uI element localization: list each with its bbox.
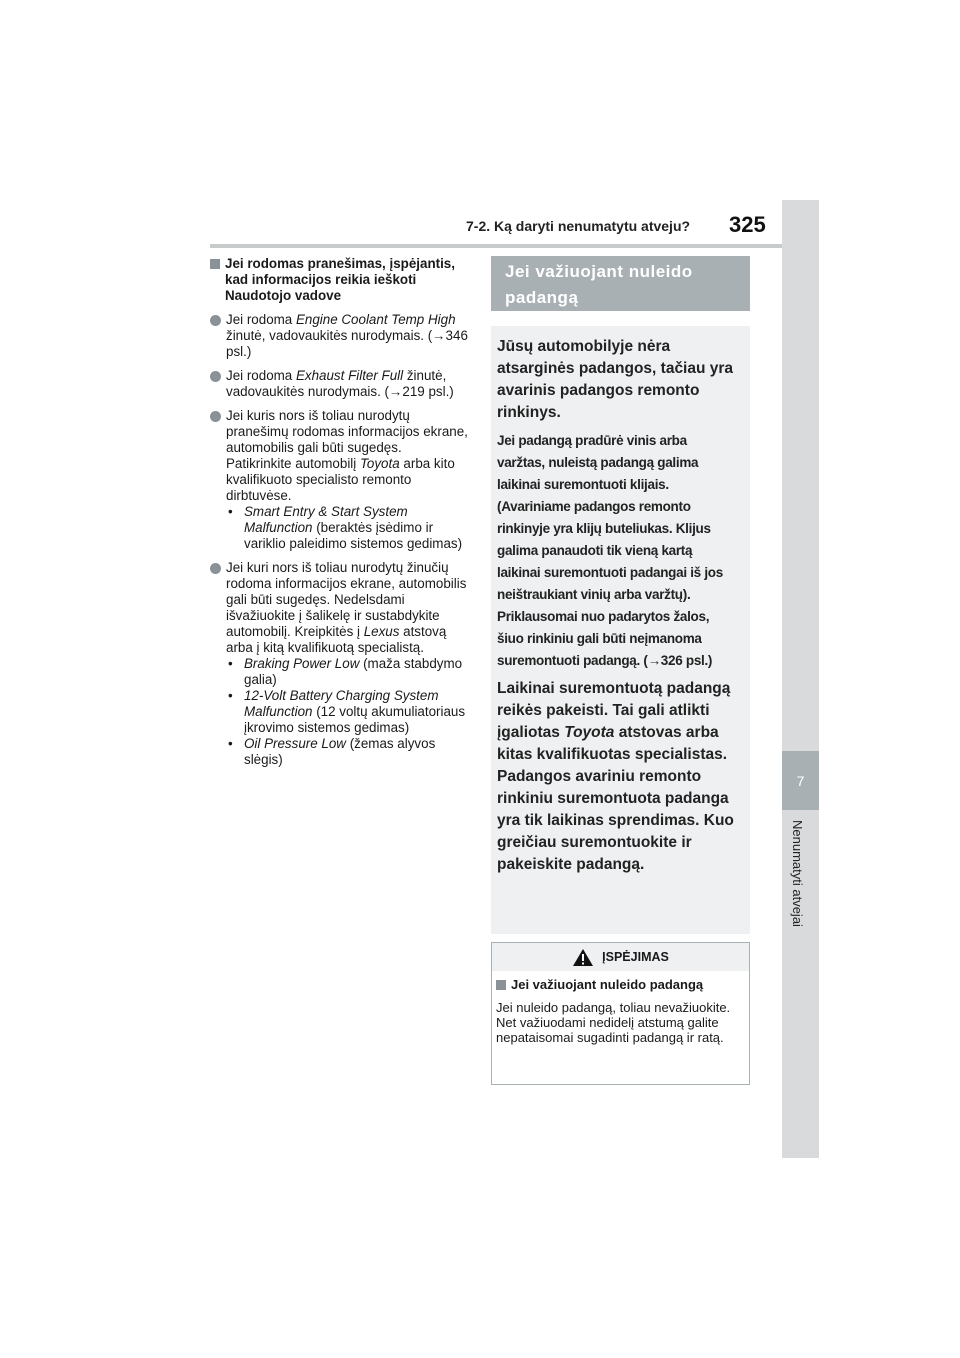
page-number: 325 bbox=[729, 212, 766, 237]
message-name: Engine Coolant Temp High bbox=[295, 312, 456, 327]
text: atstovas arba kitas kvalifikuotas specialistas. Padangos avariniu remonto rinkiniu suremontuota padanga yra tik laikinas sprendimas. Kuo greičiau suremontuokite ir pakeiskite padangą. bbox=[497, 724, 734, 873]
warning-title-text: Jei važiuojant nuleido padangą bbox=[511, 977, 704, 992]
text: atstovą arba į kitą kvalifikuotą specialistą. bbox=[226, 624, 447, 655]
warning-text: Jei nuleido padangą, toliau nevažiuokite. Net važiuodami nedidelį atstumą galite nepataisomai sugadinti padangą ir ratą. bbox=[496, 1000, 731, 1045]
message-name: Braking Power Low bbox=[244, 656, 360, 671]
warning-header bbox=[492, 943, 749, 971]
info-paragraph-2: Jei padangą pradūrė vinis arba varžtas, nuleistą padangą galima laikinai suremontuoti klijais. (Avariniame padangos remonto rinkinyje yra klijų buteliukas. Klijus galima panaudoti tik vieną kartą laikinai suremontuoti padangai iš jos neištraukiant vinių arba varžtų). Priklausomai nuo padarytos žalos, šiuo rinkiniu gali būti neįmanoma suremontuoti padangą. (→326 psl.) bbox=[497, 433, 723, 668]
info-box bbox=[491, 326, 750, 934]
chapter-number: 7 bbox=[782, 751, 819, 810]
text: (12 voltų akumuliatoriaus įkrovimo sistemos gedimas) bbox=[244, 704, 466, 735]
header-divider bbox=[210, 244, 782, 248]
sub-bullet: • bbox=[228, 736, 233, 751]
section-title: 7-2. Ką daryti nenumatytu atveju? bbox=[466, 218, 691, 234]
right-column bbox=[491, 256, 750, 1085]
list-item bbox=[210, 408, 468, 552]
warning-title bbox=[496, 977, 745, 992]
text: žinutė, vadovaukitės nurodymais. (→219 psl.) bbox=[226, 368, 454, 399]
list-item bbox=[210, 312, 468, 360]
section-heading-text: Jei rodomas pranešimas, įspėjantis, kad informacijos reikia ieškoti Naudotojo vadove bbox=[225, 256, 455, 303]
text: (žemas alyvos slėgis) bbox=[244, 736, 436, 767]
sub-bullet: • bbox=[228, 504, 233, 519]
text: Jei rodoma bbox=[226, 312, 296, 327]
warning-body bbox=[492, 971, 749, 1051]
info-paragraph-3 bbox=[497, 678, 736, 876]
message-name: Oil Pressure Low bbox=[244, 736, 346, 751]
warning-label: ĮSPĖJIMAS bbox=[602, 950, 669, 964]
sub-list-item bbox=[226, 656, 468, 688]
text: Jei rodoma bbox=[226, 368, 296, 383]
brand-name: Toyota bbox=[564, 724, 615, 741]
circle-bullet-icon bbox=[210, 371, 221, 382]
left-column bbox=[210, 256, 468, 776]
sub-bullet: • bbox=[228, 656, 233, 671]
warning-box bbox=[491, 942, 750, 1085]
section-heading bbox=[210, 256, 468, 304]
text: Jei kuris nors iš toliau nurodytų pranešimų rodomas informacijos ekrane, automobilis gali būti sugedęs. Patikrinkite automobilį bbox=[226, 408, 468, 471]
text: Jei kuri nors iš toliau nurodytų žinučių rodoma informacijos ekrane, automobilis gali būti sugedęs. Nedelsdami išvažiuokite į šalikelę ir sustabdykite automobilį. Kreipkitės į bbox=[226, 560, 467, 639]
flat-tire-heading: Jei važiuojant nuleido padangą bbox=[491, 256, 750, 311]
text: (beraktės įsėdimo ir variklio paleidimo sistemos gedimas) bbox=[244, 520, 463, 551]
circle-bullet-icon bbox=[210, 411, 221, 422]
message-name: Smart Entry & Start System Malfunction bbox=[244, 504, 408, 535]
list-item bbox=[210, 368, 468, 400]
circle-bullet-icon bbox=[210, 563, 221, 574]
message-name: 12-Volt Battery Charging System Malfunction bbox=[244, 688, 439, 719]
text: arba kito kvalifikuoto specialisto remonto dirbtuvėse. bbox=[226, 456, 455, 503]
message-name: Exhaust Filter Full bbox=[295, 368, 404, 383]
text: (maža stabdymo galia) bbox=[244, 656, 463, 687]
brand-name: Lexus bbox=[363, 624, 400, 639]
text: žinutė, vadovaukitės nurodymais. (→346 psl.) bbox=[226, 328, 468, 359]
sub-list-item bbox=[226, 736, 468, 768]
square-bullet-icon bbox=[496, 980, 506, 990]
sub-list-item bbox=[226, 688, 468, 736]
circle-bullet-icon bbox=[210, 315, 221, 326]
warning-triangle-icon bbox=[572, 948, 594, 967]
chapter-label: Nenumatyti atvejai bbox=[790, 820, 805, 927]
sub-bullet: • bbox=[228, 688, 233, 703]
info-paragraph-1: Jūsų automobilyje nėra atsarginės padangos, tačiau yra avarinis padangos remonto rinkinys. bbox=[497, 338, 734, 421]
brand-name: Toyota bbox=[359, 456, 400, 471]
text: Laikinai suremontuotą padangą reikės pakeisti. Tai gali atlikti įgaliotas bbox=[497, 680, 731, 741]
list-item bbox=[210, 560, 468, 768]
square-bullet-icon bbox=[210, 259, 220, 269]
chapter-sidebar bbox=[782, 200, 819, 1158]
sub-list-item bbox=[226, 504, 468, 552]
